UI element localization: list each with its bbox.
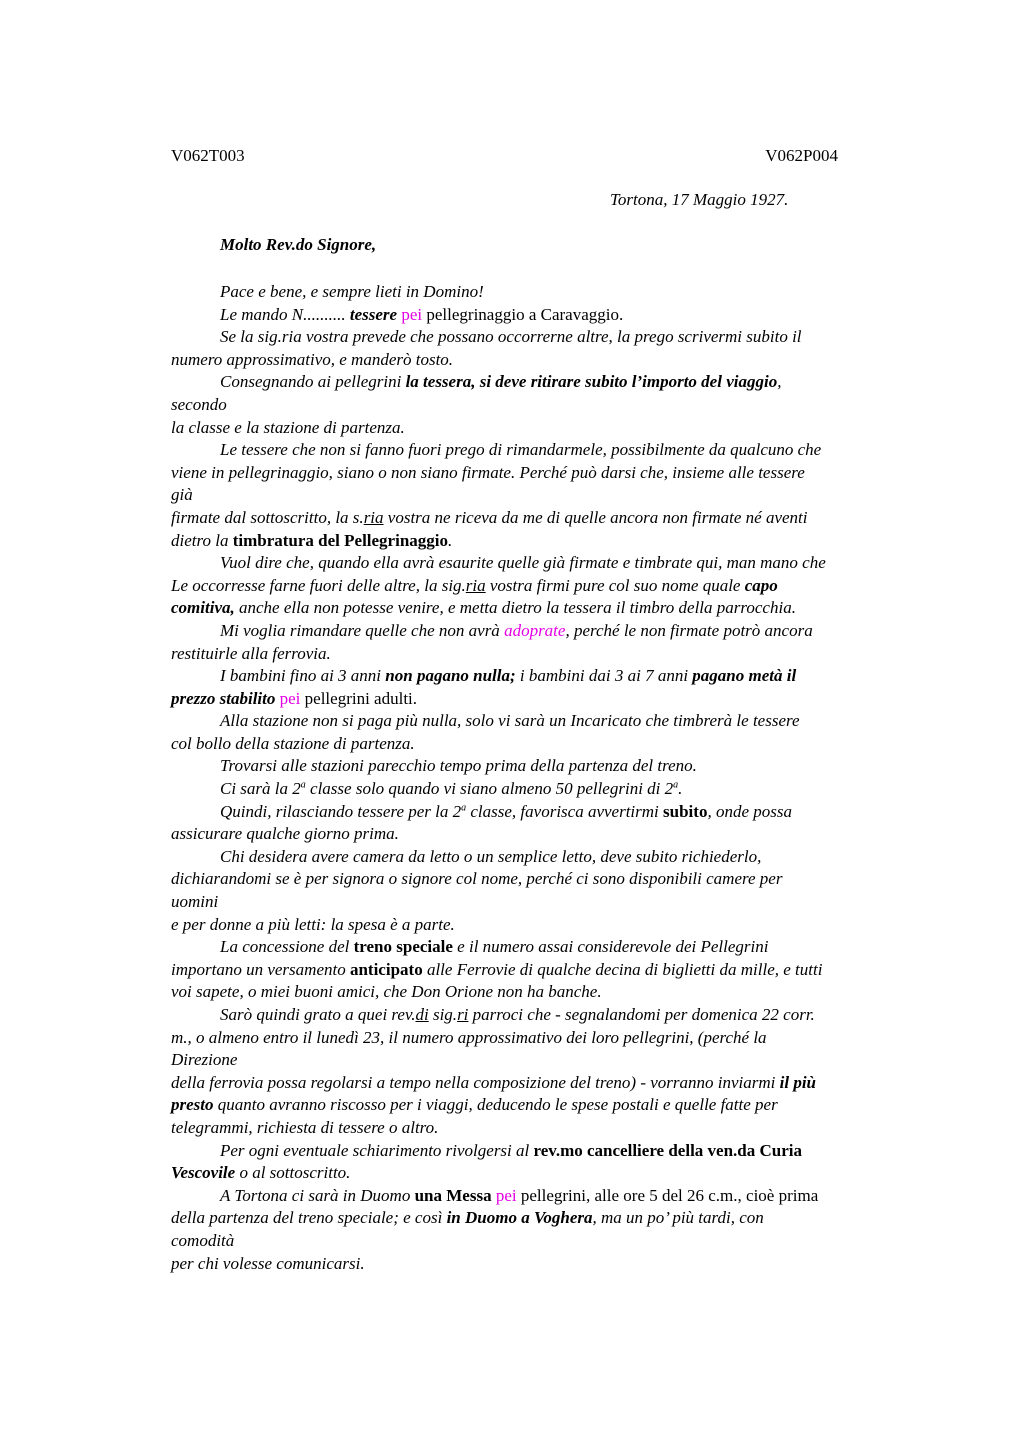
text-line	[171, 1140, 901, 1163]
text-line: Le tessere che non si fanno fuori prego di rimandarmele, possibilmente da qualcuno che	[220, 440, 822, 460]
text-line: già	[171, 485, 193, 505]
text-run: della partenza del treno speciale; e così	[171, 1208, 447, 1228]
text-line	[171, 1185, 901, 1208]
text-line: numero approssimativo, e manderò tosto.	[171, 349, 454, 369]
text-run: ,	[777, 372, 782, 392]
text-line	[171, 936, 901, 959]
text-line: comodità	[171, 1230, 235, 1250]
text-line	[171, 530, 901, 553]
text-line	[171, 959, 901, 982]
paragraph-quindi	[171, 801, 901, 846]
text-run: Per ogni eventuale schiarimento rivolgersi al	[220, 1140, 534, 1160]
highlighted-word: adoprate	[504, 620, 566, 640]
paragraph-vuol-dire	[171, 552, 901, 620]
text-line	[171, 665, 901, 688]
paragraph-tessere-sent	[171, 304, 901, 327]
emphasis: non pagano nulla;	[385, 666, 516, 686]
emphasis: comitiva,	[171, 598, 235, 618]
text-line	[171, 1072, 901, 1095]
text-run: Mi voglia rimandare quelle che non avrà	[220, 620, 505, 640]
text-line: Se la sig.ria vostra prevede che possano occorrerne altre, la prego scrivermi subito il	[220, 327, 802, 347]
underlined-text: ria	[465, 575, 486, 595]
text-line: la classe e la stazione di partenza.	[171, 417, 405, 437]
text-run: e il numero assai considerevole dei Pellegrini	[452, 937, 769, 957]
underlined-text: di	[415, 1005, 429, 1024]
text-line	[171, 575, 901, 598]
text-line	[171, 801, 901, 824]
text-run: vostra ne riceva da me di quelle ancora non firmate né aventi	[383, 507, 808, 527]
text-run: importano un versamento	[171, 959, 350, 979]
text-line: assicurare qualche giorno prima.	[171, 824, 399, 844]
paragraph-prevede	[171, 326, 901, 371]
text-line	[171, 620, 901, 643]
superscript: a	[300, 779, 306, 791]
salutation: Molto Rev.do Signore,	[220, 235, 377, 254]
text-line: uomini	[171, 892, 219, 912]
superscript: a	[461, 802, 467, 813]
text-line: Pace e bene, e sempre lieti in Domino!	[220, 282, 484, 301]
emphasis: una Messa	[414, 1185, 492, 1205]
text-run: classe, favorisca avvertirmi	[466, 801, 664, 821]
text-line	[171, 1004, 901, 1027]
paragraph-greeting	[171, 281, 901, 304]
text-run: classe solo quando vi siano almeno 50 pellegrini di 2	[305, 779, 674, 799]
text-line: dichiarandomi se è per signora o signore col nome, perché ci sono disponibili camere per	[171, 869, 783, 889]
text-run: Le occorresse farne fuori delle altre, la sig.	[171, 575, 466, 595]
text-run: , onde possa	[707, 801, 792, 821]
text-run: sig.	[428, 1005, 458, 1024]
text-run: .	[448, 530, 453, 550]
emphasis: rev.mo cancelliere della ven.da Curia	[533, 1140, 802, 1160]
text-run: Le mando N..........	[220, 304, 350, 324]
text-run: dietro la	[171, 530, 233, 550]
paragraph-tessere-return	[171, 439, 901, 552]
text-line: Chi desidera avere camera da letto o un semplice letto, deve subito richiederlo,	[220, 846, 762, 866]
emphasis: presto	[171, 1095, 214, 1115]
text-line: restituirle alla ferrovia.	[171, 643, 331, 663]
text-run: anche ella non potesse venire, e metta dietro la tessera il timbro della parrocchia.	[234, 598, 796, 618]
emphasis: subito	[663, 801, 708, 821]
text-line	[171, 597, 901, 620]
emphasis: in Duomo a Voghera	[446, 1208, 593, 1228]
text-run: .	[678, 779, 683, 799]
highlighted-word: pei	[495, 1185, 517, 1205]
emphasis: il più	[779, 1072, 817, 1092]
text-run: Ci sarà la 2	[220, 779, 301, 799]
highlighted-word: pei	[401, 304, 423, 324]
text-line: Trovarsi alle stazioni parecchio tempo prima della partenza del treno.	[220, 756, 697, 776]
text-line	[171, 304, 901, 327]
emphasis: treno speciale	[353, 937, 453, 957]
text-line	[171, 1162, 901, 1185]
underlined-text: ria	[363, 507, 384, 527]
text-run: pellegrini adulti.	[304, 688, 418, 708]
highlighted-word: pei	[279, 688, 301, 708]
text-run: Sarò quindi grato a quei rev.	[220, 1005, 416, 1024]
superscript: a	[673, 779, 679, 791]
paragraph-bambini	[171, 665, 901, 710]
paragraph-schiarimento	[171, 1140, 901, 1185]
emphasis: capo	[744, 575, 778, 595]
text-line: viene in pellegrinaggio, siano o non siano firmate. Perché può darsi che, insieme alle tessere	[171, 462, 805, 482]
paragraph-concessione	[171, 936, 901, 1004]
text-line	[171, 778, 901, 801]
text-run: Consegnando ai pellegrini	[220, 372, 406, 392]
paragraph-consegnando	[171, 371, 901, 439]
underlined-text: ri	[457, 1005, 469, 1024]
text-run: Quindi, rilasciando tessere per la 2	[220, 801, 462, 821]
text-run: , perché le non firmate potrò ancora	[565, 620, 813, 640]
text-line: voi sapete, o miei buoni amici, che Don Orione non ha banche.	[171, 982, 602, 1002]
emphasis: la tessera, si deve ritirare subito l’importo del viaggio	[405, 372, 778, 392]
letter-date: Tortona, 17 Maggio 1927.	[610, 190, 789, 209]
emphasis: pagano metà il	[692, 666, 797, 686]
document-code-right: V062P004	[765, 146, 838, 165]
paragraph-rimandare	[171, 620, 901, 665]
paragraph-grato	[171, 1004, 901, 1140]
paragraph-camera	[171, 846, 901, 936]
paragraph-messa	[171, 1185, 901, 1275]
text-line: m., o almeno entro il lunedì 23, il numero approssimativo dei loro pellegrini, (perché la	[171, 1027, 767, 1047]
text-run: firmate dal sottoscritto, la s.	[171, 507, 364, 527]
document-code-left: V062T003	[171, 146, 245, 165]
text-line: Vuol dire che, quando ella avrà esaurite quelle già firmate e timbrate qui, man mano che	[220, 553, 826, 573]
text-line: Alla stazione non si paga più nulla, solo vi sarà un Incaricato che timbrerà le tessere	[220, 711, 800, 731]
text-run: La concessione del	[220, 937, 354, 957]
text-run: della ferrovia possa regolarsi a tempo nella composizione del treno) - vorranno inviarmi	[171, 1072, 780, 1092]
emphasis: timbratura del Pellegrinaggio	[232, 530, 449, 550]
text-line: col bollo della stazione di partenza.	[171, 733, 415, 753]
emphasis: prezzo stabilito	[171, 688, 276, 708]
text-line: telegrammi, richiesta di tessere o altro.	[171, 1117, 439, 1137]
text-line	[171, 507, 901, 530]
text-run: pellegrini, alle ore 5 del 26 c.m., cioè prima	[520, 1185, 819, 1205]
text-run: , ma un po’ più tardi, con	[592, 1208, 764, 1228]
letter-body	[171, 281, 901, 1275]
text-line: per chi volesse comunicarsi.	[171, 1253, 365, 1273]
text-run: parroci che - segnalandomi per domenica 22 corr.	[468, 1005, 815, 1024]
emphasis: tessere	[349, 304, 398, 324]
text-run: alle Ferrovie di qualche decina di biglietti da mille, e tutti	[422, 959, 823, 979]
text-line	[171, 688, 901, 711]
text-line	[171, 1094, 901, 1117]
text-run: quanto avranno riscosso per i viaggi, deducendo le spese postali e quelle fatte per	[213, 1095, 778, 1115]
emphasis: Vescovile	[171, 1163, 236, 1183]
text-line	[171, 1207, 901, 1230]
paragraph-stazione	[171, 710, 901, 755]
text-line: Direzione	[171, 1050, 238, 1070]
emphasis: anticipato	[349, 959, 423, 979]
text-line: e per donne a più letti: la spesa è a parte.	[171, 914, 455, 934]
text-run: vostra firmi pure col suo nome quale	[485, 575, 745, 595]
text-run: I bambini fino ai 3 anni	[220, 666, 386, 686]
text-line: secondo	[171, 394, 227, 414]
paragraph-trovarsi	[171, 755, 901, 778]
text-run: i bambini dai 3 ai 7 anni	[515, 666, 693, 686]
paragraph-seconda-classe	[171, 778, 901, 801]
text-run: A Tortona ci sarà in Duomo	[220, 1185, 415, 1205]
text-run: pellegrinaggio a Caravaggio.	[426, 304, 624, 324]
text-line	[171, 371, 901, 394]
text-run: o al sottoscritto.	[235, 1163, 351, 1183]
